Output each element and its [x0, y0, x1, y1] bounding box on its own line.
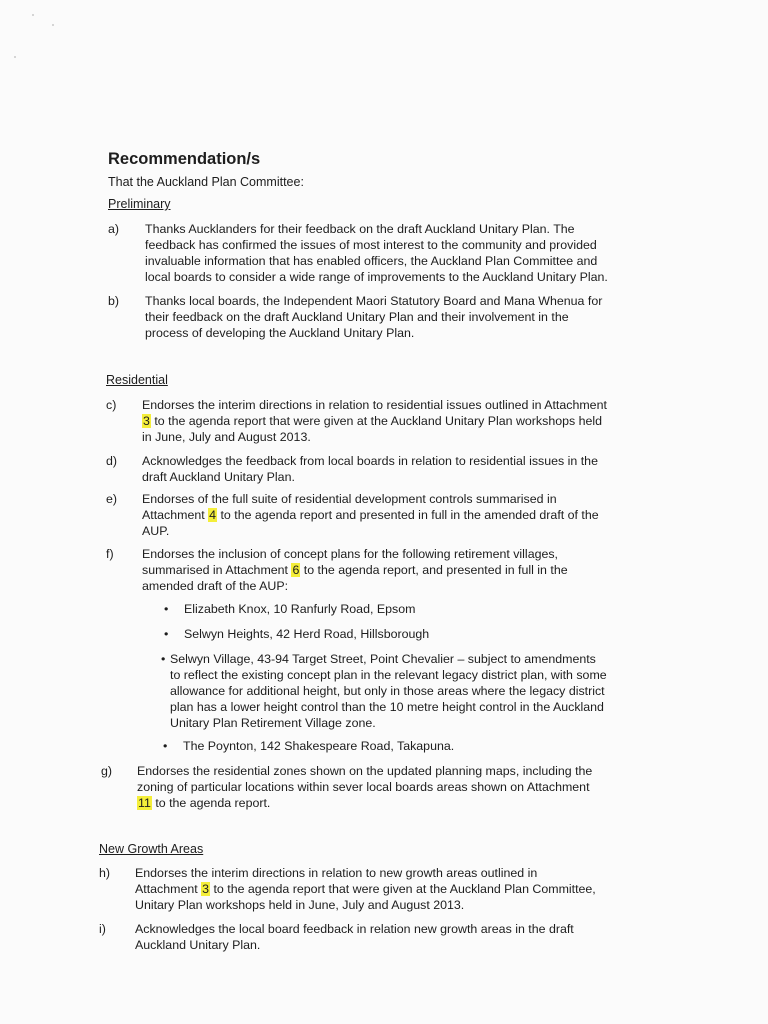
item-label: a) [108, 222, 120, 236]
item-label: f) [106, 547, 114, 561]
bullet-dot-icon: • [163, 739, 168, 753]
item-label: e) [106, 492, 118, 506]
item-label: i) [99, 922, 106, 936]
highlighted-attachment-number: 6 [292, 563, 300, 577]
item-text: Endorses the interim directions in relation to residential issues outlined in Attachment 3 to the agenda report that were given at the Auckland Unitary Plan workshops held in June, July and August 2013. [142, 398, 607, 444]
item-text: Endorses the inclusion of concept plans for the following retirement villages, summarised in Attachment 6 to the agenda report, and presented in full in the amended draft of the AUP: [142, 547, 568, 593]
bullet-item: • Selwyn Village, 43-94 Target Street, Point Chevalier – subject to amendments to reflect the existing concept plan in the relevant legacy district plan, with some allowance for additional height, but only in those areas where the legacy district plan has a lower height control than the 10 metre height control in the Auckland Unitary Plan Retirement Village zone. [161, 652, 607, 730]
highlighted-attachment-number: 4 [209, 508, 217, 522]
list-item-i [99, 921, 659, 955]
scan-speck [32, 14, 34, 16]
list-item-g [101, 763, 661, 813]
item-text: Acknowledges the feedback from local boards in relation to residential issues in the draft Auckland Unitary Plan. [142, 454, 598, 484]
bullet-dot-icon: • [164, 627, 169, 641]
highlighted-attachment-number: 3 [143, 414, 150, 428]
list-item-b [108, 293, 668, 343]
item-text: Endorses the residential zones shown on the updated planning maps, including the zoning of particular locations within sever local boards areas shown on Attachment 11 to the agenda report. [137, 764, 593, 810]
scan-speck [14, 56, 16, 58]
item-text: Thanks local boards, the Independent Maori Statutory Board and Mana Whenua for their feedback on the draft Auckland Unitary Plan and their involvement in the process of developing the Auckland Unitary Plan. [145, 294, 603, 340]
highlighted-attachment-number: 11 [138, 796, 151, 810]
bullet-dot-icon: • [164, 602, 169, 616]
item-text: Endorses the interim directions in relation to new growth areas outlined in Attachment 3 to the agenda report that were given at the Auckland Plan Committee, Unitary Plan workshops held in June, July and August 2013. [135, 866, 596, 912]
list-item-e [106, 491, 666, 541]
section-title-preliminary: Preliminary [108, 197, 171, 211]
list-item-a [108, 221, 668, 287]
item-text: Acknowledges the local board feedback in relation new growth areas in the draft Auckland Unitary Plan. [135, 922, 574, 952]
list-item-h [99, 865, 659, 915]
item-text: Thanks Aucklanders for their feedback on the draft Auckland Unitary Plan. The feedback has confirmed the issues of most interest to the community and provided invaluable information that has enabled officers, the Auckland Plan Committee and local boards to consider a wide range of improvements to the Auckland Unitary Plan. [145, 222, 608, 284]
list-item-c [106, 397, 666, 447]
item-label: c) [106, 398, 117, 412]
item-label: b) [108, 294, 120, 308]
item-label: h) [99, 866, 111, 880]
item-label: g) [101, 764, 113, 778]
bullet-item: • The Poynton, 142 Shakespeare Road, Takapuna. [163, 739, 455, 753]
item-label: d) [106, 454, 118, 468]
section-title-new-growth-areas: New Growth Areas [99, 842, 204, 856]
highlighted-attachment-number: 3 [202, 882, 210, 896]
list-item-f [106, 546, 666, 596]
bullet-item: • Elizabeth Knox, 10 Ranfurly Road, Epsom [164, 602, 416, 616]
page-title: Recommendation/s [108, 150, 261, 168]
item-text: Endorses of the full suite of residential development controls summarised in Attachment 4 to the agenda report and presented in full in the amended draft of the AUP. [142, 492, 599, 538]
intro-text: That the Auckland Plan Committee: [108, 175, 304, 189]
section-title-residential: Residential [106, 373, 168, 387]
scan-speck [52, 24, 54, 26]
bullet-dot-icon: • [161, 652, 166, 666]
bullet-item: • Selwyn Heights, 42 Herd Road, Hillsborough [164, 627, 430, 641]
list-item-d [106, 453, 666, 487]
